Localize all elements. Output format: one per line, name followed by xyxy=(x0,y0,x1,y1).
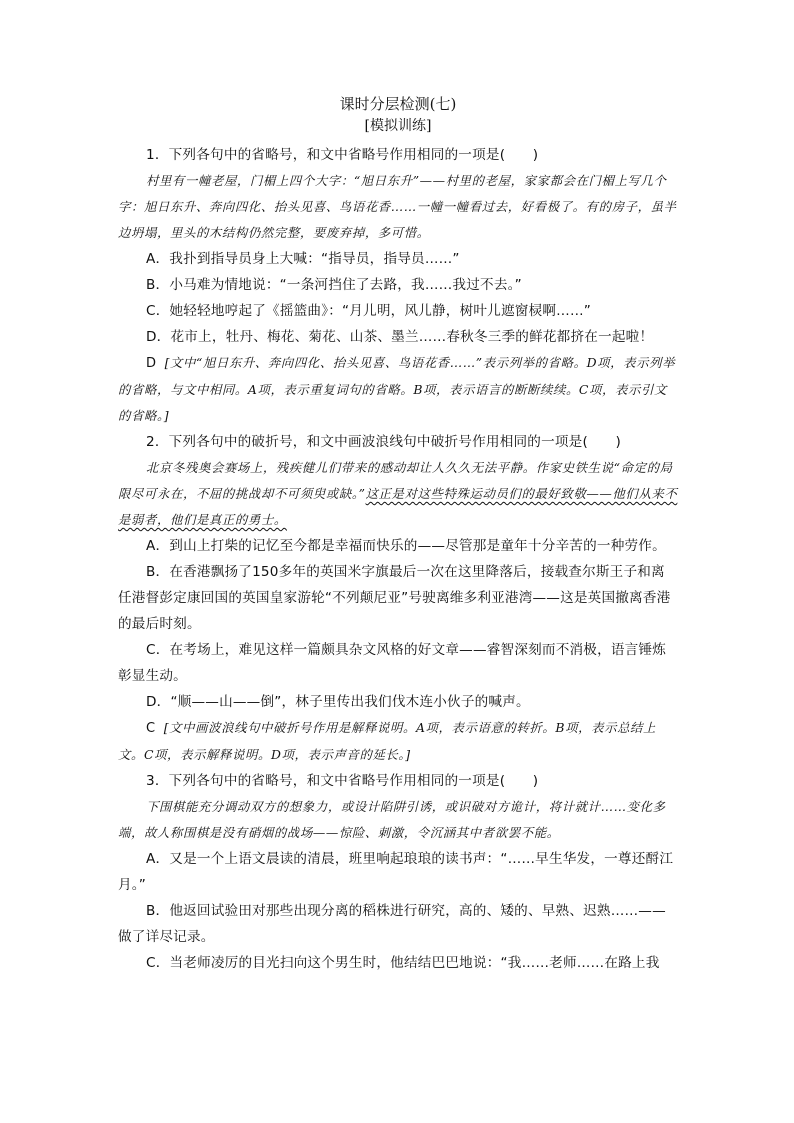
question-1-answer-explanation: [文中“旭日东升、奔向四化、抬头见喜、鸟语花香……”表示列举的省略。D项，表示列举的省略，与文中相同。A项，表示重复词句的省略。B项，表示语言的断断续续。C项，表示引文的省略。] xyxy=(118,355,676,423)
question-2-answer-letter: C xyxy=(146,721,156,736)
question-1-answer-letter: D xyxy=(146,356,157,371)
page-subtitle: [模拟训练] xyxy=(364,118,432,134)
question-2-option-a: A．到山上打柴的记忆至今都是幸福而快乐的——尽管那是童年十分辛苦的一种劳作。 xyxy=(146,538,666,554)
question-3-option-c: C．当老师凌厉的目光扫向这个男生时，他结结巴巴地说：“我……老师……在路上我 xyxy=(146,955,660,971)
document-page xyxy=(118,94,678,976)
question-1-option-d: D．花市上，牡丹、梅花、菊花、山茶、墨兰……春秋冬三季的鲜花都挤在一起啦！ xyxy=(146,329,654,345)
question-2-option-c: C．在考场上，难见这样一篇颇具杂文风格的好文章——睿智深刻而不消极，语言锤炼彰显生动。 xyxy=(118,642,667,684)
question-2-stem: 2．下列各句中的破折号，和文中画波浪线句中破折号作用相同的一项是( ) xyxy=(146,434,622,450)
question-2-passage-text: 北京冬残奥会赛场上，残疾健儿们带来的感动却让人久久无法平静。作家史铁生说“命定的局限尽可永在，不屈的挑战却不可须臾或缺。” xyxy=(118,460,673,501)
question-1-stem: 1．下列各句中的省略号，和文中省略号作用相同的一项是( ) xyxy=(146,147,539,163)
question-3-stem: 3．下列各句中的省略号，和文中省略号作用相同的一项是( ) xyxy=(146,773,539,789)
question-2-option-d: D．“顺——山——倒”，林子里传出我们伐木连小伙子的喊声。 xyxy=(146,694,530,710)
page-title: 课时分层检测(七) xyxy=(339,95,457,113)
question-1-answer xyxy=(118,350,678,429)
question-2-answer xyxy=(118,715,678,768)
question-3-option-a: A．又是一个上语文晨读的清晨，班里响起琅琅的读书声：“……早生华发，一尊还酹江月。” xyxy=(118,851,674,893)
question-3-passage: 下围棋能充分调动双方的想象力，或设计陷阱引诱，或识破对方诡计，将计就计……变化多端，故人称围棋是没有硝烟的战场——惊险、刺激，令沉涵其中者欲罢不能。 xyxy=(118,799,666,840)
question-2-wavy-sentence: 这正是对这些特殊运动员们的最好致敬——他们从来不是弱者，他们是真正的勇士。 xyxy=(118,486,678,527)
question-2-passage xyxy=(118,455,678,533)
question-1-option-c: C．她轻轻地哼起了《摇篮曲》：“月儿明，风儿静，树叶儿遮窗棂啊……” xyxy=(146,303,591,319)
question-1-option-b: B．小马难为情地说：“一条河挡住了去路，我……我过不去。” xyxy=(146,277,522,293)
question-2-answer-explanation: [文中画波浪线句中破折号作用是解释说明。A项，表示语意的转折。B项，表示总结上文。C项，表示解释说明。D项，表示声音的延长。] xyxy=(118,720,657,762)
question-2-option-b: B．在香港飘扬了150多年的英国米字旗最后一次在这里降落后，接载查尔斯王子和离任港督彭定康回国的英国皇家游轮“不列颠尼亚”号驶离维多利亚港湾——这是英国撤离香港的最后时刻。 xyxy=(118,564,671,632)
question-1-passage: 村里有一幢老屋，门楣上四个大字：“旭日东升”——村里的老屋，家家都会在门楣上写几个字：旭日东升、奔向四化、抬头见喜、鸟语花香……一幢一幢看过去，好看极了。有的房子，虽半边坍塌，里头的木结构仍然完整，要废弃掉，多可惜。 xyxy=(118,173,677,240)
question-1-option-a: A．我扑到指导员身上大喊：“指导员，指导员……” xyxy=(146,251,460,267)
question-3-option-b: B．他返回试验田对那些出现分离的稻株进行研究，高的、矮的、早熟、迟熟……——做了详尽记录。 xyxy=(118,903,666,945)
